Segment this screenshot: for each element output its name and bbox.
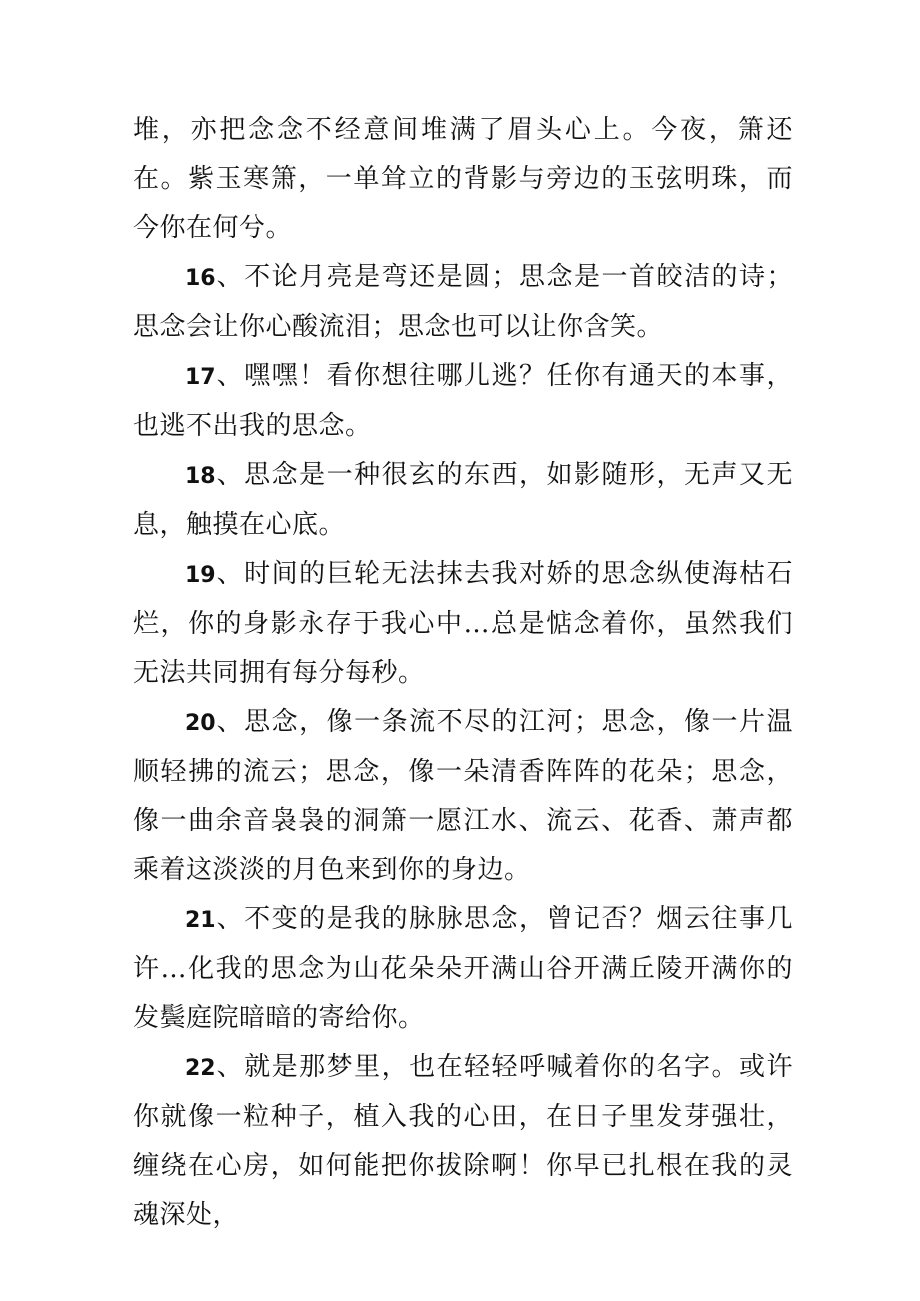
paragraph-continued — [133, 106, 793, 253]
paragraph-text: 、思念，像一条流不尽的江河；思念，像一片温顺轻拂的流云；思念，像一朵清香阵阵的花朵；思念，像一曲余音袅袅的洞箫一愿江水、流云、花香、萧声都乘着这淡淡的月色来到你的身边。 — [133, 707, 793, 885]
paragraph-number: 18 — [185, 464, 216, 489]
paragraph-number: 21 — [185, 908, 216, 933]
paragraph-16 — [133, 253, 793, 352]
paragraph-text: 、思念是一种很玄的东西，如影随形，无声又无息，触摸在心底。 — [133, 460, 793, 540]
paragraph-number: 20 — [185, 711, 216, 736]
paragraph-18 — [133, 451, 793, 550]
paragraph-number: 22 — [185, 1056, 216, 1081]
paragraph-number: 16 — [185, 266, 216, 291]
document-body — [133, 106, 793, 1240]
paragraph-text: 、嘿嘿！看你想往哪儿逃？任你有通天的本事，也逃不出我的思念。 — [133, 361, 793, 441]
paragraph-number: 17 — [185, 365, 216, 390]
paragraph-text: 堆，亦把念念不经意间堆满了眉头心上。今夜，箫还在。紫玉寒箫，一单耸立的背影与旁边的玉弦明珠，而今你在何兮。 — [133, 115, 793, 243]
paragraph-22 — [133, 1043, 793, 1240]
paragraph-17 — [133, 352, 793, 451]
paragraph-21 — [133, 895, 793, 1043]
paragraph-20 — [133, 698, 793, 895]
paragraph-text: 、不论月亮是弯还是圆；思念是一首皎洁的诗；思念会让你心酸流泪；思念也可以让你含笑。 — [133, 262, 793, 342]
paragraph-19 — [133, 550, 793, 698]
paragraph-text: 、就是那梦里，也在轻轻呼喊着你的名字。或许你就像一粒种子，植入我的心田，在日子里发芽强壮，缠绕在心房，如何能把你拔除啊！你早已扎根在我的灵魂深处， — [133, 1052, 793, 1230]
paragraph-text: 、不变的是我的脉脉思念，曾记否？烟云往事几许…化我的思念为山花朵朵开满山谷开满丘陵开满你的发鬓庭院暗暗的寄给你。 — [133, 904, 793, 1033]
paragraph-text: 、时间的巨轮无法抹去我对娇的思念纵使海枯石烂，你的身影永存于我心中…总是惦念着你，虽然我们无法共同拥有每分每秒。 — [133, 559, 793, 688]
paragraph-number: 19 — [185, 563, 216, 588]
